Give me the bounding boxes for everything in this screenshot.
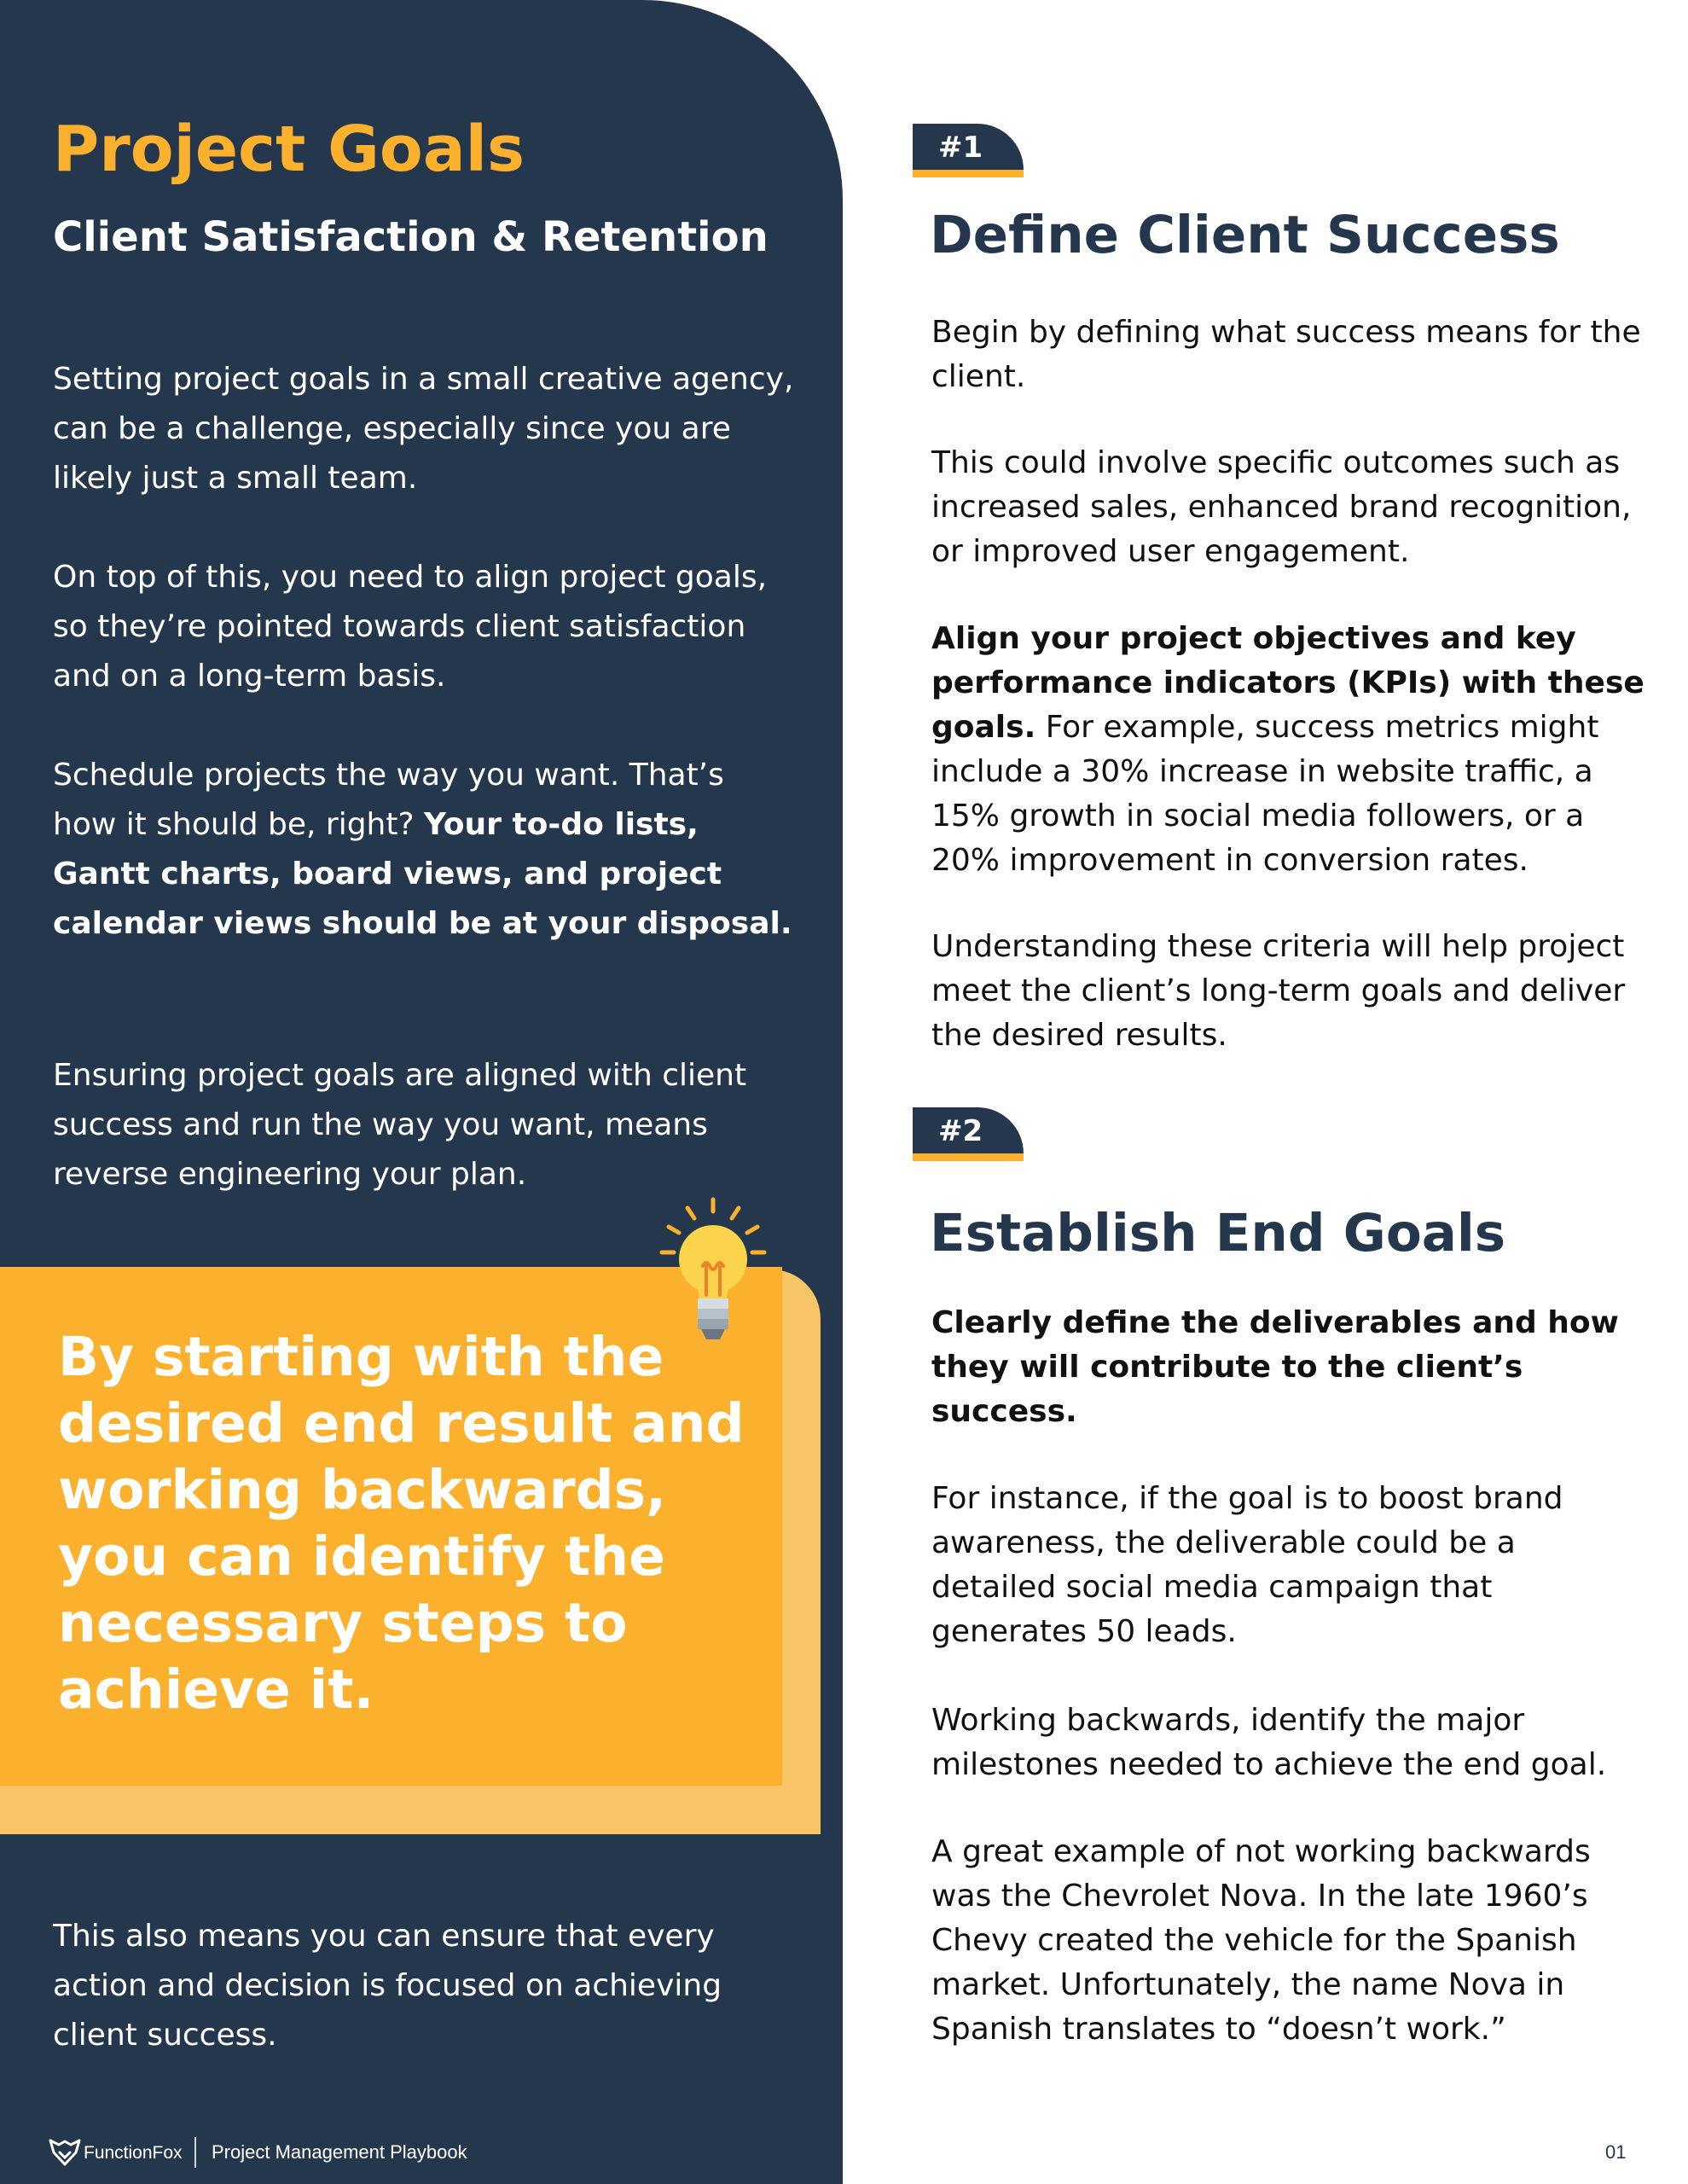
section-1-kpis-text: For example, success metrics might include a 30% increase in website traffic, a 15% growth in social media followers, or a 20% improvement in conversion rates.: [931, 710, 1599, 878]
lightbulb-icon: [648, 1193, 776, 1350]
section-1-outcomes: This could involve specific outcomes such as increased sales, enhanced brand recognition, or improved user engagement.: [931, 445, 1632, 569]
closing-paragraph: This also means you can ensure that every action and decision is focused on achieving client success.: [53, 1919, 722, 2053]
section-2-deliverables: [931, 1301, 1648, 1434]
section-1-summary: Understanding these criteria will help project meet the client’s long-term goals and deliver the desired results.: [931, 929, 1626, 1053]
page-title: Project Goals: [53, 113, 525, 186]
section-2-milestones: Working backwards, identify the major milestones needed to achieve the end goal.: [931, 1703, 1607, 1782]
footer-divider: [194, 2137, 196, 2168]
section-2-deliverables-emphasis: Clearly define the deliverables and how they will contribute to the client’s success.: [931, 1305, 1619, 1429]
section-1-intro: Begin by defining what success means for the client.: [931, 315, 1641, 394]
section-2-number: #2: [938, 1114, 983, 1148]
page-subtitle: Client Satisfaction & Retention: [53, 213, 769, 261]
footer-brand: FunctionFox: [84, 2143, 183, 2163]
schedule-text: Schedule projects the way you want. That’s how it should be, right?: [53, 758, 724, 842]
alignment-paragraph: On top of this, you need to align project goals, so they’re pointed towards client satisfaction and on a long-term basis.: [53, 560, 768, 694]
section-2-nova-example: A great example of not working backwards was the Chevrolet Nova. In the late 1960’s Chevy created the vehicle for the Spanish market. Unfortunately, the name Nova in Spanish translates to “doesn’t work.”: [931, 1834, 1591, 2047]
section-2-number-tab: [913, 1107, 1024, 1161]
schedule-paragraph: [53, 751, 795, 949]
reverse-engineering-paragraph: Ensuring project goals are aligned with client success and run the way you want, means reverse engineering your plan.: [53, 1058, 747, 1192]
intro-paragraph: Setting project goals in a small creative agency, can be a challenge, especially since you are likely just a small team.: [53, 362, 794, 496]
section-1-number-tab: [913, 124, 1024, 177]
section-1-heading: Define Client Success: [930, 205, 1560, 265]
schedule-emphasis: Your to-do lists, Gantt charts, board views, and project calendar views should be at your disposal.: [53, 807, 792, 941]
functionfox-logo-icon: [48, 2138, 82, 2167]
section-1-number: #1: [938, 131, 983, 165]
section-1-kpis: [931, 617, 1648, 883]
section-2-example: For instance, if the goal is to boost brand awareness, the deliverable could be a detailed social media campaign that generates 50 leads.: [931, 1481, 1563, 1649]
section-1-kpis-emphasis: Align your project objectives and key performance indicators (KPIs) with these goals.: [931, 621, 1644, 745]
page-number: 01: [1605, 2141, 1627, 2163]
section-2-heading: Establish End Goals: [930, 1203, 1506, 1263]
callout-quote: By starting with the desired end result and working backwards, you can identify the necessary steps to achieve it.: [58, 1326, 745, 1721]
footer-document-title: Project Management Playbook: [212, 2141, 467, 2163]
